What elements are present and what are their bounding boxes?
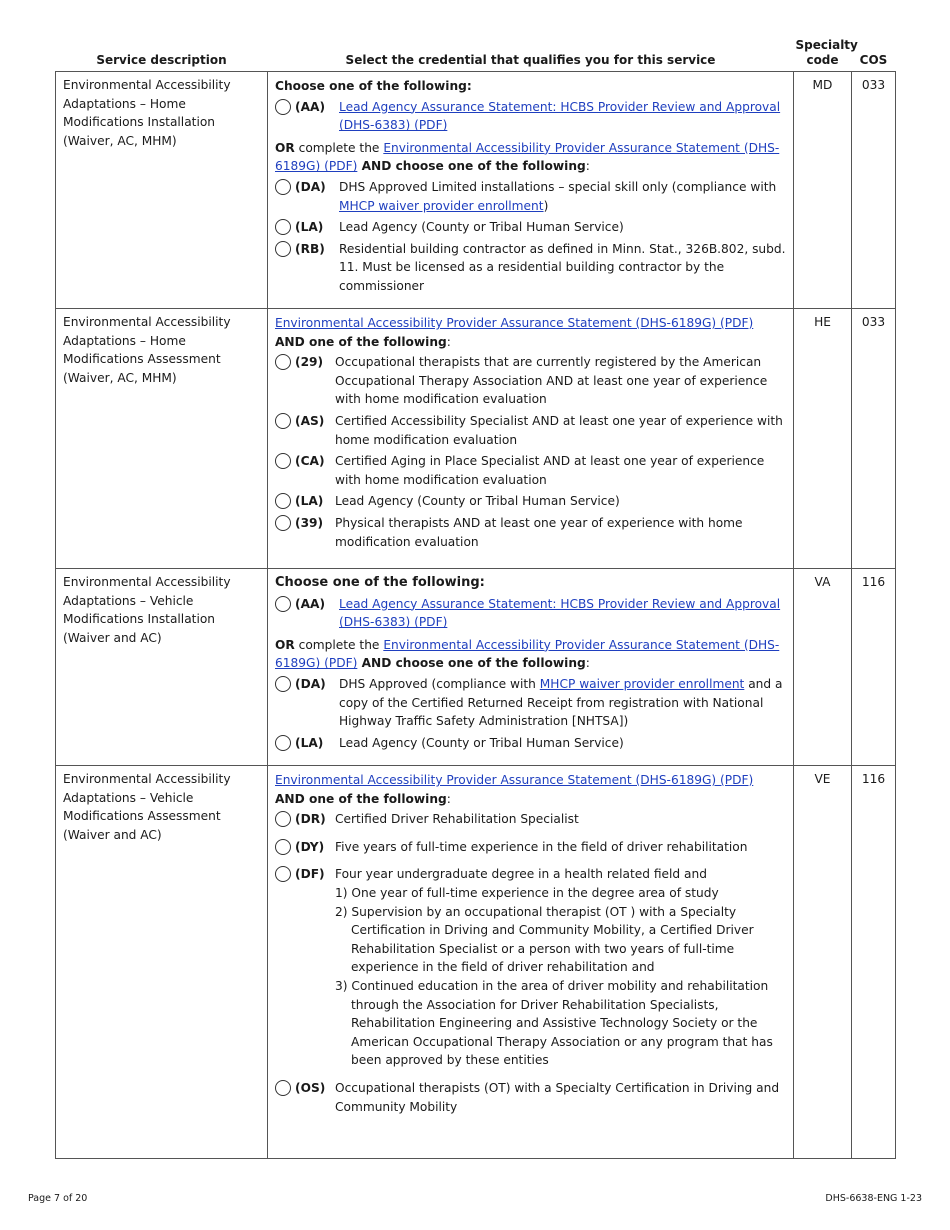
table-row (56, 766, 896, 1159)
radio-da[interactable] (275, 179, 291, 195)
radio-39[interactable] (275, 515, 291, 531)
credential-cell: Environmental Accessibility Provider Assurance Statement (DHS-6189G) (PDF) AND one of the following: (29) Occupational therapists that are currently registered by the American Occupational Therapy Association AND at least one year of experience with home modification evaluation (AS) Certified Accessibility Specialist AND at least one year of experience with home modification evaluation (CA) Certified Aging in Place Specialist AND at least one year of experience with home modification evaluation (LA) Lead Agency (County or Tribal Human Service) (39) Physical therapists AND at least one year of experience with home modification evaluation (268, 309, 794, 569)
radio-aa[interactable] (275, 596, 291, 612)
service-description: Environmental Accessibility Adaptations – Home Modifications Assessment (Waiver, AC, MHM) (56, 309, 268, 569)
radio-dr[interactable] (275, 811, 291, 827)
or-complete-line: OR complete the Environmental Accessibility Provider Assurance Statement (DHS-6189G) (PDF) AND choose one of the following: (275, 637, 780, 671)
radio-la[interactable] (275, 735, 291, 751)
cos-code: 116 (852, 766, 896, 1159)
choose-instruction: Choose one of the following: (275, 79, 472, 93)
radio-da[interactable] (275, 676, 291, 692)
col-header-specialty: Specialty code (794, 38, 852, 72)
radio-rb[interactable] (275, 241, 291, 257)
option-rb: (RB) Residential building contractor as defined in Minn. Stat., 326B.802, subd. 11. Must be licensed as a residential building contractor by the commissioner (275, 240, 787, 296)
option-39: (39) Physical therapists AND at least one year of experience with home modification evaluation (275, 514, 787, 551)
option-la: (LA) Lead Agency (County or Tribal Human Service) (275, 218, 787, 237)
table-header-row (56, 38, 896, 72)
cos-code: 033 (852, 72, 896, 309)
table-row (56, 72, 896, 309)
credential-table (55, 38, 896, 1159)
radio-os[interactable] (275, 1080, 291, 1096)
lead-agency-assurance-link[interactable]: Lead Agency Assurance Statement: HCBS Provider Review and Approval (DHS-6383) (PDF) (339, 596, 781, 630)
provider-assurance-link[interactable]: Environmental Accessibility Provider Assurance Statement (DHS-6189G) (PDF) (275, 637, 780, 671)
option-ca: (CA) Certified Aging in Place Specialist AND at least one year of experience with home modification evaluation (275, 452, 787, 489)
mhcp-enrollment-link[interactable]: MHCP waiver provider enrollment (539, 676, 745, 691)
option-code: (AA) (295, 99, 326, 114)
provider-assurance-link[interactable]: Environmental Accessibility Provider Assurance Statement (DHS-6189G) (PDF) (275, 140, 780, 174)
option-as: (AS) Certified Accessibility Specialist AND at least one year of experience with home modification evaluation (275, 412, 787, 449)
radio-as[interactable] (275, 413, 291, 429)
specialty-code: HE (794, 309, 852, 569)
df-requirement-3: 3) Continued education in the area of driver mobility and rehabilitation through the Association for Driver Rehabilitation Specialists, Rehabilitation Engineering and Assistive Technology Society or the American Occupational Therapy Association or any program that has been approved by these entities (335, 978, 773, 1068)
option-da: (DA) DHS Approved (compliance with MHCP waiver provider enrollment and a copy of the Certified Returned Receipt from registration with National Highway Traffic Safety Administration [NHTSA]) (275, 675, 787, 731)
option-aa (275, 98, 787, 135)
radio-la[interactable] (275, 493, 291, 509)
choose-instruction: Choose one of the following: (275, 575, 485, 590)
table-row (56, 309, 896, 569)
mhcp-enrollment-link[interactable]: MHCP waiver provider enrollment (339, 198, 544, 213)
df-requirement-1: 1) One year of full-time experience in the degree area of study (335, 885, 719, 900)
specialty-code: VA (794, 569, 852, 766)
option-dy: (DY) Five years of full-time experience in the field of driver rehabilitation (275, 838, 787, 857)
radio-aa[interactable] (275, 99, 291, 115)
form-number: DHS-6638-ENG 1-23 (825, 1193, 922, 1204)
option-da: (DA) DHS Approved Limited installations – special skill only (compliance with MHCP waiver provider enrollment) (275, 178, 787, 215)
df-requirement-2: 2) Supervision by an occupational therapist (OT ) with a Specialty Certification in Driving and Community Mobility, a Certified Driver Rehabilitation Specialist or a person with two years of full-time experience in the field of driver rehabilitation and (335, 904, 754, 975)
lead-agency-assurance-link[interactable]: Lead Agency Assurance Statement: HCBS Provider Review and Approval (DHS-6383) (PDF) (339, 99, 781, 133)
credential-cell: Environmental Accessibility Provider Assurance Statement (DHS-6189G) (PDF) AND one of the following: (DR) Certified Driver Rehabilitation Specialist (DY) Five years of full-time experience in the field of driver rehabilitation (DF) Four year undergraduate degree in a health related field and 1) One year of full-time experience in the degree area of study 2) Supervision by an occupational therapist (OT ) with a Specialty Certification in Driving and Community Mobility, a Certified Driver Rehabilitation Specialist or a person with two years of full-time experience in the field of driver rehabilitation and 3) Continued education in the area of driver mobility and rehabilitation through the Association for Driver Rehabilitation Specialists, Rehabilitation Engineering and Assistive Technology Society or the American Occupational Therapy Association or any program that has been approved by these entities (OS) Occupational therapists (OT) with a Specialty Certification in Driving and Community Mobility (268, 766, 794, 1159)
page-number: Page 7 of 20 (28, 1193, 88, 1204)
col-header-cos: COS (852, 38, 896, 72)
credential-cell (268, 72, 794, 309)
provider-assurance-link[interactable]: Environmental Accessibility Provider Assurance Statement (DHS-6189G) (PDF) (275, 316, 754, 330)
option-os: (OS) Occupational therapists (OT) with a Specialty Certification in Driving and Community Mobility (275, 1079, 787, 1116)
option-dr: (DR) Certified Driver Rehabilitation Specialist (275, 810, 787, 829)
cos-code: 033 (852, 309, 896, 569)
service-description: Environmental Accessibility Adaptations – Vehicle Modifications Installation (Waiver and AC) (56, 569, 268, 766)
credential-table-container (55, 38, 895, 1159)
provider-assurance-link[interactable]: Environmental Accessibility Provider Assurance Statement (DHS-6189G) (PDF) (275, 773, 754, 787)
radio-29[interactable] (275, 354, 291, 370)
service-description: Environmental Accessibility Adaptations – Home Modifications Installation (Waiver, AC, MHM) (56, 72, 268, 309)
radio-ca[interactable] (275, 453, 291, 469)
col-header-credential: Select the credential that qualifies you for this service (268, 38, 794, 72)
radio-dy[interactable] (275, 839, 291, 855)
option-aa: (AA) Lead Agency Assurance Statement: HCBS Provider Review and Approval (DHS-6383) (PDF) (275, 595, 787, 632)
option-df: (DF) Four year undergraduate degree in a health related field and 1) One year of full-time experience in the degree area of study 2) Supervision by an occupational therapist (OT ) with a Specialty Certification in Driving and Community Mobility, a Certified Driver Rehabilitation Specialist or a person with two years of full-time experience in the field of driver rehabilitation and 3) Continued education in the area of driver mobility and rehabilitation through the Association for Driver Rehabilitation Specialists, Rehabilitation Engineering and Assistive Technology Society or the American Occupational Therapy Association or any program that has been approved by these entities (275, 865, 787, 1070)
specialty-code: MD (794, 72, 852, 309)
col-header-service: Service description (56, 38, 268, 72)
radio-df[interactable] (275, 866, 291, 882)
table-row (56, 569, 896, 766)
option-29: (29) Occupational therapists that are currently registered by the American Occupational Therapy Association AND at least one year of experience with home modification evaluation (275, 353, 787, 409)
specialty-code: VE (794, 766, 852, 1159)
cos-code: 116 (852, 569, 896, 766)
or-complete-line: OR complete the Environmental Accessibility Provider Assurance Statement (DHS-6189G) (PDF) AND choose one of the following: (275, 140, 780, 174)
option-la: (LA) Lead Agency (County or Tribal Human Service) (275, 734, 787, 753)
option-la: (LA) Lead Agency (County or Tribal Human Service) (275, 492, 787, 511)
service-description: Environmental Accessibility Adaptations – Vehicle Modifications Assessment (Waiver and AC) (56, 766, 268, 1159)
radio-la[interactable] (275, 219, 291, 235)
credential-cell (268, 569, 794, 766)
